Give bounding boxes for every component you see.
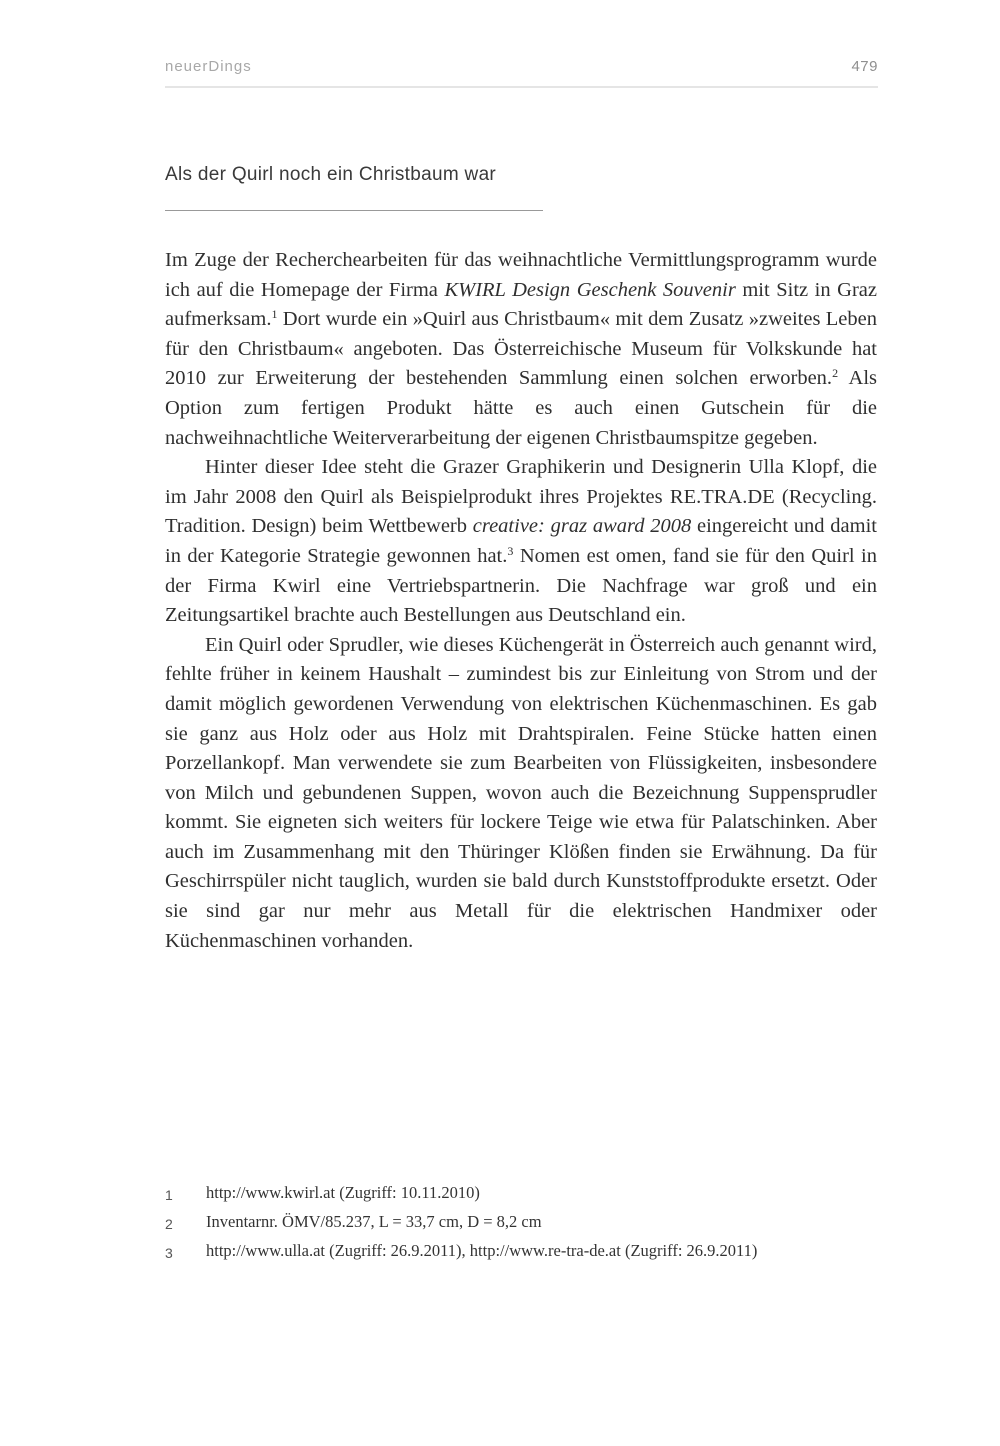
emphasized-text: KWIRL Design Geschenk Souvenir bbox=[444, 278, 736, 301]
footnote-reference: 3 bbox=[507, 543, 514, 558]
body-text bbox=[165, 246, 877, 956]
text-run: eingereicht und damit in der Kategorie Strategie gewonnen hat. bbox=[165, 515, 877, 567]
text-run: Dort wurde ein »Quirl aus Christbaum« mit dem Zusatz »zweites Leben für den Christbaum« angeboten. Das Österreichische Museum für Volkskunde hat 2010 zur Erweiterung der bestehenden Sammlung einen solchen erworben. bbox=[165, 308, 877, 390]
footnote-number: 1 bbox=[165, 1187, 173, 1203]
text-run: Nomen est omen, fand sie für den Quirl in der Firma Kwirl eine Vertriebspartnerin. Die Nachfrage war groß und ein Zeitungsartikel brachte auch Bestellungen aus Deutschland ein. bbox=[165, 544, 877, 627]
footnotes bbox=[165, 1180, 877, 1267]
footnote-item bbox=[165, 1209, 877, 1237]
paragraph bbox=[165, 246, 877, 453]
footnote-reference: 1 bbox=[271, 307, 278, 322]
section-heading: Als der Quirl noch ein Christbaum war bbox=[165, 164, 497, 185]
paragraph bbox=[165, 453, 877, 631]
text-run: Ein Quirl oder Sprudler, wie dieses Küchengerät in Österreich auch genannt wird, fehlte früher in keinem Haushalt – zumindest bis zur Einleitung von Strom und der damit möglich gewordenen Verwendung von elektrischen Küchenmaschinen. Es gab sie ganz aus Holz oder aus Holz mit Drahtspiralen. Feine Stücke hatten einen Porzellankopf. Man verwendete sie zum Bearbeiten von Flüssigkeiten, insbesondere von Milch und gebundenen Suppen, wovon auch die Bezeichnung Suppensprudler kommt. Sie eigneten sich weiters für lockere Teige wie etwa für Palatschinken. Aber auch im Zusammenhang mit den Thüringer Klößen finden sie Erwähnung. Da für Geschirrspüler nicht tauglich, wurden sie bald durch Kunststoffprodukte ersetzt. Oder sie sind gar nur mehr aus Metall für die elektrischen Handmixer oder Küchenmaschinen vorhanden. bbox=[165, 633, 877, 952]
footnote-text: Inventarnr. ÖMV/85.237, L = 33,7 cm, D = 8,2 cm bbox=[206, 1212, 542, 1231]
footnote-reference: 2 bbox=[832, 366, 839, 381]
text-run: Als Option zum fertigen Produkt hätte es auch einen Gutschein für die nachweihnachtliche Weiterverarbeitung der eigenen Christbaumspitze gegeben. bbox=[165, 367, 877, 449]
text-run: Im Zuge der Recherchearbeiten für das weihnachtliche Vermittlungsprogramm wurde ich auf die Homepage der Firma bbox=[165, 249, 877, 301]
page-number: 479 bbox=[851, 58, 878, 75]
paragraph bbox=[165, 631, 877, 957]
page-header bbox=[165, 58, 878, 75]
footnote-number: 3 bbox=[165, 1245, 173, 1261]
emphasized-text: creative: graz award 2008 bbox=[472, 515, 692, 538]
footnote-number: 2 bbox=[165, 1216, 173, 1232]
text-run: Hinter dieser Idee steht die Grazer Graphikerin und Designerin Ulla Klopf, die im Jahr 2008 den Quirl als Beispielprodukt ihres Projektes RE.TRA.DE (Recycling. Tradition. Design) beim Wettbewerb bbox=[165, 456, 877, 538]
footnote-item bbox=[165, 1238, 877, 1266]
footnote-item bbox=[165, 1180, 877, 1208]
footnote-text: http://www.kwirl.at (Zugriff: 10.11.2010) bbox=[206, 1183, 480, 1202]
heading-underline bbox=[165, 210, 543, 211]
text-run: mit Sitz in Graz aufmerksam. bbox=[165, 278, 877, 331]
header-rule bbox=[165, 86, 878, 88]
running-header: neuerDings bbox=[165, 58, 252, 75]
footnote-text: http://www.ulla.at (Zugriff: 26.9.2011), http://www.re-tra-de.at (Zugriff: 26.9.2011) bbox=[206, 1241, 758, 1260]
